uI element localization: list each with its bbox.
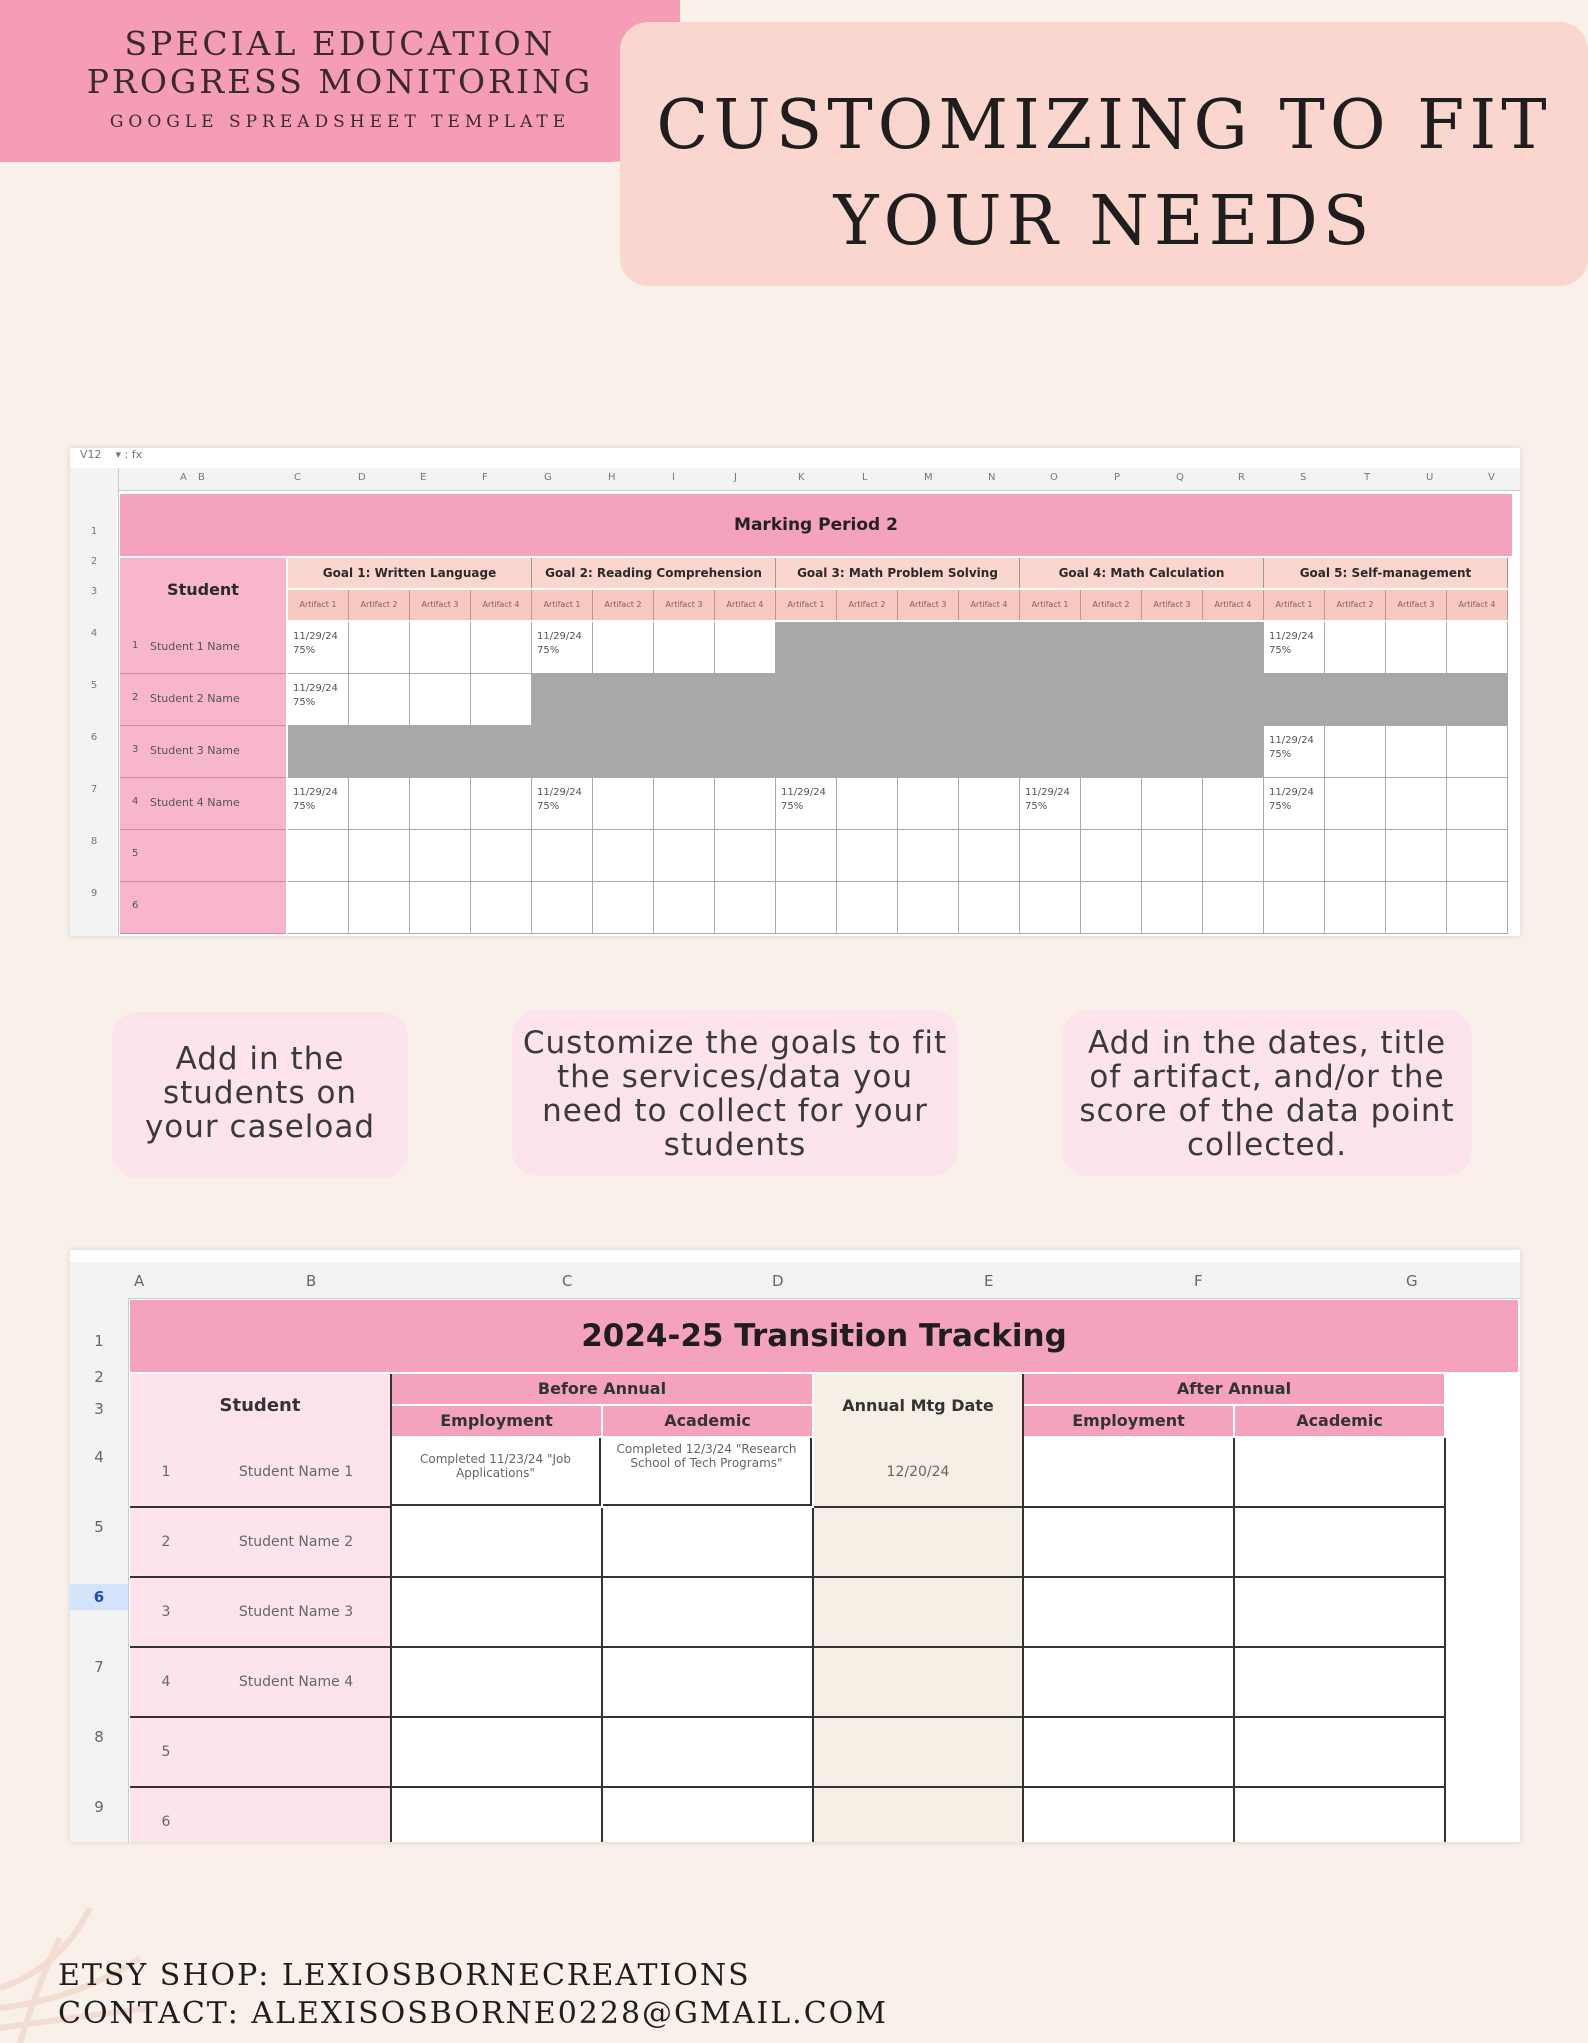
data-cell[interactable] (532, 622, 593, 674)
student-row-label[interactable] (120, 778, 286, 830)
data-cell[interactable] (349, 622, 410, 674)
column-letter[interactable]: G (1406, 1272, 1418, 1290)
data-cell[interactable] (1264, 622, 1325, 674)
artifact-header[interactable]: Artifact 2 (1081, 590, 1142, 620)
data-cell[interactable] (288, 830, 349, 882)
data-cell[interactable] (1024, 1438, 1235, 1508)
data-cell[interactable] (603, 1648, 814, 1718)
artifact-date: 11/29/24 (1025, 787, 1070, 798)
student-row-label[interactable] (120, 830, 286, 882)
artifact-header[interactable]: Artifact 4 (1447, 590, 1508, 620)
row-number[interactable]: 8 (94, 1728, 104, 1746)
data-cell[interactable] (593, 622, 654, 674)
data-cell[interactable] (715, 882, 776, 934)
data-cell[interactable] (1235, 1788, 1446, 1842)
row-number[interactable]: 2 (90, 556, 98, 567)
data-cell[interactable] (1235, 1578, 1446, 1648)
data-cell[interactable] (1020, 830, 1081, 882)
data-cell[interactable] (532, 830, 593, 882)
column-letter[interactable]: S (1300, 472, 1307, 483)
column-letter[interactable]: A (180, 472, 187, 483)
data-cell[interactable] (1386, 726, 1447, 778)
data-cell[interactable] (593, 882, 654, 934)
student-number: 5 (132, 848, 139, 859)
blocked-cell[interactable] (1020, 622, 1264, 674)
artifact-header[interactable]: Artifact 1 (776, 590, 837, 620)
artifact-date: 11/29/24 (537, 787, 582, 798)
blocked-cell[interactable] (1020, 726, 1264, 778)
goal-header-5[interactable]: Goal 5: Self-management (1264, 558, 1508, 588)
student-name: Student 3 Name (150, 744, 240, 757)
before-academic-header[interactable]: Academic (603, 1406, 812, 1436)
student-row-label[interactable] (120, 622, 286, 674)
student-name[interactable]: Student Name 1 (202, 1438, 392, 1508)
artifact-header[interactable]: Artifact 2 (349, 590, 410, 620)
headline-line-2: YOUR NEEDS (833, 182, 1375, 261)
after-employment-header[interactable]: Employment (1024, 1406, 1233, 1436)
column-letter[interactable]: O (1050, 472, 1058, 483)
data-cell[interactable] (288, 622, 349, 674)
transition-tracking-title[interactable]: 2024-25 Transition Tracking (130, 1300, 1518, 1372)
artifact-header[interactable]: Artifact 1 (1264, 590, 1325, 620)
data-cell[interactable] (837, 830, 898, 882)
data-cell[interactable] (1386, 882, 1447, 934)
artifact-score: 75% (537, 645, 560, 656)
student-name: Student 1 Name (150, 640, 240, 653)
data-cell[interactable] (1447, 726, 1508, 778)
artifact-header[interactable]: Artifact 3 (654, 590, 715, 620)
data-cell[interactable] (1024, 1578, 1235, 1648)
column-letter[interactable]: D (772, 1272, 784, 1290)
student-number[interactable]: 5 (130, 1718, 202, 1788)
row-number[interactable]: 3 (90, 586, 98, 597)
data-cell[interactable] (1024, 1718, 1235, 1788)
contact-line[interactable]: CONTACT: ALEXISOSBORNE0228@GMAIL.COM (58, 1996, 888, 2031)
row-number[interactable]: 4 (90, 628, 98, 639)
row-number[interactable]: 7 (90, 784, 98, 795)
row-number[interactable]: 3 (94, 1400, 104, 1418)
column-letter[interactable]: J (734, 472, 737, 483)
goal-header-2[interactable]: Goal 2: Reading Comprehension (532, 558, 776, 588)
data-cell[interactable] (349, 882, 410, 934)
note-add-students (112, 1012, 408, 1178)
artifact-header[interactable]: Artifact 4 (1203, 590, 1264, 620)
artifact-header[interactable]: Artifact 3 (1142, 590, 1203, 620)
artifact-header[interactable]: Artifact 4 (959, 590, 1020, 620)
artifact-score: 75% (1269, 749, 1292, 760)
data-cell[interactable] (1235, 1718, 1446, 1788)
column-letter[interactable]: E (420, 472, 427, 483)
etsy-shop-line[interactable]: ETSY SHOP: LEXIOSBORNECREATIONS (58, 1958, 751, 1993)
note-3-line: collected. (1186, 1127, 1348, 1163)
data-cell[interactable] (593, 778, 654, 830)
data-cell[interactable] (1325, 778, 1386, 830)
data-cell[interactable] (1264, 726, 1325, 778)
note-3-line: score of the data point (1079, 1093, 1455, 1129)
data-cell[interactable] (898, 830, 959, 882)
column-letter[interactable]: P (1114, 472, 1121, 483)
data-cell[interactable] (1024, 1508, 1235, 1578)
student-name: Student 4 Name (150, 796, 240, 809)
artifact-header[interactable]: Artifact 1 (532, 590, 593, 620)
headline-box (620, 22, 1588, 286)
row-number[interactable]: 9 (90, 888, 98, 899)
data-cell[interactable] (288, 674, 349, 726)
data-cell[interactable] (959, 778, 1020, 830)
data-cell[interactable] (392, 1788, 603, 1842)
data-cell[interactable] (1203, 882, 1264, 934)
column-header-bar (118, 468, 1520, 491)
data-cell[interactable] (1264, 778, 1325, 830)
student-number[interactable]: 3 (130, 1578, 202, 1648)
headline-line-1: CUSTOMIZING TO FIT (656, 86, 1552, 165)
data-cell[interactable] (392, 1718, 603, 1788)
student-name[interactable] (202, 1718, 392, 1788)
data-cell[interactable] (776, 882, 837, 934)
data-cell[interactable] (603, 1788, 814, 1842)
student-number: 6 (132, 900, 139, 911)
data-cell[interactable] (471, 778, 532, 830)
blocked-cell[interactable] (532, 726, 776, 778)
column-letter[interactable]: F (482, 472, 488, 483)
data-cell[interactable] (715, 778, 776, 830)
data-cell[interactable] (1142, 778, 1203, 830)
marking-period-title[interactable]: Marking Period 2 (120, 494, 1512, 556)
blocked-cell[interactable] (776, 622, 1020, 674)
data-cell[interactable] (471, 674, 532, 726)
note-2-line: Customize the goals to fit (522, 1025, 948, 1061)
brand-line-2: PROGRESS MONITORING (86, 62, 594, 101)
data-cell[interactable] (349, 674, 410, 726)
column-letter[interactable]: E (984, 1272, 994, 1290)
column-letter[interactable]: T (1364, 472, 1371, 483)
data-cell[interactable] (410, 674, 471, 726)
data-cell[interactable] (898, 778, 959, 830)
column-letter[interactable]: Q (1176, 472, 1184, 483)
student-number: 1 (132, 640, 139, 651)
data-cell[interactable] (1142, 830, 1203, 882)
data-cell[interactable] (1235, 1438, 1446, 1508)
note-3-line: of artifact, and/or the (1089, 1059, 1445, 1095)
artifact-score: 75% (1269, 801, 1292, 812)
note-2-line: students (663, 1127, 807, 1163)
artifact-date: 11/29/24 (537, 631, 582, 642)
data-cell[interactable] (349, 830, 410, 882)
artifact-header[interactable]: Artifact 4 (471, 590, 532, 620)
column-letter[interactable]: H (608, 472, 616, 483)
data-cell[interactable] (603, 1508, 814, 1578)
student-header[interactable]: Student (130, 1374, 392, 1440)
column-letter[interactable]: N (988, 472, 996, 483)
data-cell[interactable] (1203, 830, 1264, 882)
data-cell[interactable] (1325, 830, 1386, 882)
blocked-cell[interactable] (776, 674, 1020, 726)
column-letter[interactable]: C (562, 1272, 573, 1290)
row-number[interactable]: 5 (94, 1518, 104, 1536)
student-name[interactable] (202, 1788, 392, 1842)
data-cell[interactable] (288, 882, 349, 934)
student-name: Student 2 Name (150, 692, 240, 705)
blocked-cell[interactable] (1264, 674, 1508, 726)
goal-header-1[interactable]: Goal 1: Written Language (288, 558, 532, 588)
row-number[interactable]: 1 (94, 1332, 104, 1350)
column-letter[interactable]: D (358, 472, 366, 483)
data-cell[interactable] (1081, 830, 1142, 882)
data-cell[interactable] (1264, 830, 1325, 882)
student-number[interactable]: 2 (130, 1508, 202, 1578)
artifact-header[interactable]: Artifact 4 (715, 590, 776, 620)
data-cell[interactable] (814, 1648, 1024, 1718)
note-1-line: your caseload (144, 1109, 376, 1145)
data-cell[interactable] (959, 830, 1020, 882)
annual-mtg-date-cell[interactable]: 12/20/24 (814, 1438, 1024, 1508)
before-employment-cell[interactable]: Completed 11/23/24 "Job Applications" (392, 1438, 601, 1506)
artifact-header[interactable]: Artifact 3 (898, 590, 959, 620)
row-number[interactable]: 7 (94, 1658, 104, 1676)
note-add-dates (1062, 1010, 1472, 1176)
artifact-date: 11/29/24 (1269, 787, 1314, 798)
student-number[interactable]: 4 (130, 1648, 202, 1718)
column-header-bar (70, 1262, 1520, 1299)
student-number[interactable]: 1 (130, 1438, 202, 1508)
note-3-line: Add in the dates, title (1087, 1025, 1447, 1061)
blocked-cell[interactable] (532, 674, 776, 726)
student-row-label[interactable] (120, 882, 286, 934)
row-number[interactable]: 1 (90, 526, 98, 537)
data-cell[interactable] (603, 1578, 814, 1648)
note-1-line: Add in the (175, 1041, 345, 1077)
artifact-header[interactable]: Artifact 2 (593, 590, 654, 620)
artifact-score: 75% (1269, 645, 1292, 656)
data-cell[interactable] (1447, 622, 1508, 674)
artifact-score: 75% (781, 801, 804, 812)
row-number[interactable]: 9 (94, 1798, 104, 1816)
before-academic-cell[interactable]: Completed 12/3/24 "Research School of Tech Programs" (603, 1438, 812, 1506)
data-cell[interactable] (837, 778, 898, 830)
before-annual-header[interactable]: Before Annual (392, 1374, 812, 1404)
artifact-header[interactable]: Artifact 3 (410, 590, 471, 620)
column-letter[interactable]: L (862, 472, 868, 483)
brand-line-3: GOOGLE SPREADSHEET TEMPLATE (109, 112, 571, 132)
artifact-score: 75% (293, 697, 316, 708)
data-cell[interactable] (814, 1788, 1024, 1842)
student-row-label[interactable] (120, 726, 286, 778)
progress-spreadsheet (70, 448, 1520, 936)
data-cell[interactable] (1325, 882, 1386, 934)
blocked-cell[interactable] (288, 726, 532, 778)
data-cell[interactable] (1024, 1788, 1235, 1842)
data-cell[interactable] (1235, 1508, 1446, 1578)
data-cell[interactable] (1020, 882, 1081, 934)
brand-banner (0, 0, 680, 162)
data-cell[interactable] (814, 1718, 1024, 1788)
artifact-date: 11/29/24 (293, 631, 338, 642)
data-cell[interactable] (603, 1718, 814, 1788)
data-cell[interactable] (1203, 778, 1264, 830)
data-cell[interactable] (715, 622, 776, 674)
column-letter[interactable]: I (672, 472, 675, 483)
column-letter[interactable]: B (198, 472, 205, 483)
column-letter[interactable]: V (1488, 472, 1495, 483)
data-cell[interactable] (392, 1578, 603, 1648)
data-cell[interactable] (1386, 622, 1447, 674)
formula-bar[interactable]: V12 ▾ : fx (80, 448, 143, 461)
student-name[interactable]: Student Name 3 (202, 1578, 392, 1648)
note-2-line: the services/data you (556, 1059, 913, 1095)
artifact-header[interactable]: Artifact 1 (1020, 590, 1081, 620)
column-letter[interactable]: R (1238, 472, 1245, 483)
row-number[interactable]: 5 (90, 680, 98, 691)
data-cell[interactable] (1447, 882, 1508, 934)
row-number[interactable]: 2 (94, 1368, 104, 1386)
data-cell[interactable] (288, 778, 349, 830)
data-cell[interactable] (471, 882, 532, 934)
artifact-date: 11/29/24 (781, 787, 826, 798)
artifact-date: 11/29/24 (293, 787, 338, 798)
data-cell[interactable] (959, 882, 1020, 934)
artifact-header[interactable]: Artifact 2 (837, 590, 898, 620)
data-cell[interactable] (776, 830, 837, 882)
data-cell[interactable] (654, 622, 715, 674)
student-name[interactable]: Student Name 4 (202, 1648, 392, 1718)
row-number[interactable]: 8 (90, 836, 98, 847)
after-academic-header[interactable]: Academic (1235, 1406, 1444, 1436)
data-cell[interactable] (410, 622, 471, 674)
data-cell[interactable] (1235, 1648, 1446, 1718)
row-number[interactable]: 6 (70, 1584, 128, 1610)
after-annual-header[interactable]: After Annual (1024, 1374, 1444, 1404)
data-cell[interactable] (1386, 830, 1447, 882)
student-number: 3 (132, 744, 139, 755)
column-letter[interactable]: B (306, 1272, 317, 1290)
data-cell[interactable] (593, 830, 654, 882)
artifact-score: 75% (293, 801, 316, 812)
data-cell[interactable] (654, 778, 715, 830)
data-cell[interactable] (1024, 1648, 1235, 1718)
note-1-line: students on (162, 1075, 358, 1111)
artifact-date: 11/29/24 (1269, 735, 1314, 746)
column-letter[interactable]: M (924, 472, 933, 483)
data-cell[interactable] (814, 1578, 1024, 1648)
data-cell[interactable] (1447, 830, 1508, 882)
data-cell[interactable] (471, 830, 532, 882)
transition-spreadsheet (70, 1250, 1520, 1842)
before-employment-header[interactable]: Employment (392, 1406, 601, 1436)
column-letter[interactable]: G (544, 472, 552, 483)
data-cell[interactable] (410, 778, 471, 830)
note-customize-goals (512, 1010, 958, 1176)
data-cell[interactable] (1386, 778, 1447, 830)
data-cell[interactable] (1081, 778, 1142, 830)
data-cell[interactable] (715, 830, 776, 882)
row-number[interactable]: 6 (90, 732, 98, 743)
data-cell[interactable] (898, 882, 959, 934)
goal-header-4[interactable]: Goal 4: Math Calculation (1020, 558, 1264, 588)
artifact-date: 11/29/24 (1269, 631, 1314, 642)
data-cell[interactable] (654, 830, 715, 882)
brand-line-1: SPECIAL EDUCATION (124, 24, 556, 63)
data-cell[interactable] (1264, 882, 1325, 934)
row-header-bar (70, 468, 119, 936)
student-name[interactable]: Student Name 2 (202, 1508, 392, 1578)
column-letter[interactable]: A (134, 1272, 145, 1290)
artifact-header[interactable]: Artifact 1 (288, 590, 349, 620)
student-number: 2 (132, 692, 139, 703)
formula-icon: fx (131, 448, 143, 461)
note-2-line: need to collect for your (542, 1093, 928, 1129)
artifact-score: 75% (293, 645, 316, 656)
data-cell[interactable] (410, 882, 471, 934)
data-cell[interactable] (776, 778, 837, 830)
data-cell[interactable] (1142, 882, 1203, 934)
student-number[interactable]: 6 (130, 1788, 202, 1842)
data-cell[interactable] (471, 622, 532, 674)
artifact-header[interactable]: Artifact 2 (1325, 590, 1386, 620)
data-cell[interactable] (1447, 778, 1508, 830)
column-letter[interactable]: K (798, 472, 805, 483)
blocked-cell[interactable] (776, 726, 1020, 778)
row-header-bar (70, 1298, 129, 1842)
data-cell[interactable] (1020, 778, 1081, 830)
blocked-cell[interactable] (1020, 674, 1264, 726)
goal-header-3[interactable]: Goal 3: Math Problem Solving (776, 558, 1020, 588)
student-row-label[interactable] (120, 674, 286, 726)
data-cell[interactable] (349, 778, 410, 830)
artifact-header[interactable]: Artifact 3 (1386, 590, 1447, 620)
data-cell[interactable] (392, 1508, 603, 1578)
column-letter[interactable]: U (1426, 472, 1434, 483)
student-number: 4 (132, 796, 139, 807)
data-cell[interactable] (410, 830, 471, 882)
data-cell[interactable] (532, 778, 593, 830)
annual-mtg-date-header[interactable]: Annual Mtg Date (814, 1374, 1024, 1440)
artifact-date: 11/29/24 (293, 683, 338, 694)
data-cell[interactable] (392, 1648, 603, 1718)
student-header[interactable]: Student (120, 558, 286, 622)
data-cell[interactable] (1325, 726, 1386, 778)
data-cell[interactable] (654, 882, 715, 934)
data-cell[interactable] (837, 882, 898, 934)
data-cell[interactable] (814, 1508, 1024, 1578)
data-cell[interactable] (1081, 882, 1142, 934)
data-cell[interactable] (532, 882, 593, 934)
artifact-score: 75% (537, 801, 560, 812)
column-letter[interactable]: F (1194, 1272, 1203, 1290)
cell-reference[interactable]: V12 (80, 448, 102, 461)
row-number[interactable]: 4 (94, 1448, 104, 1466)
artifact-score: 75% (1025, 801, 1048, 812)
column-letter[interactable]: C (294, 472, 301, 483)
data-cell[interactable] (1325, 622, 1386, 674)
